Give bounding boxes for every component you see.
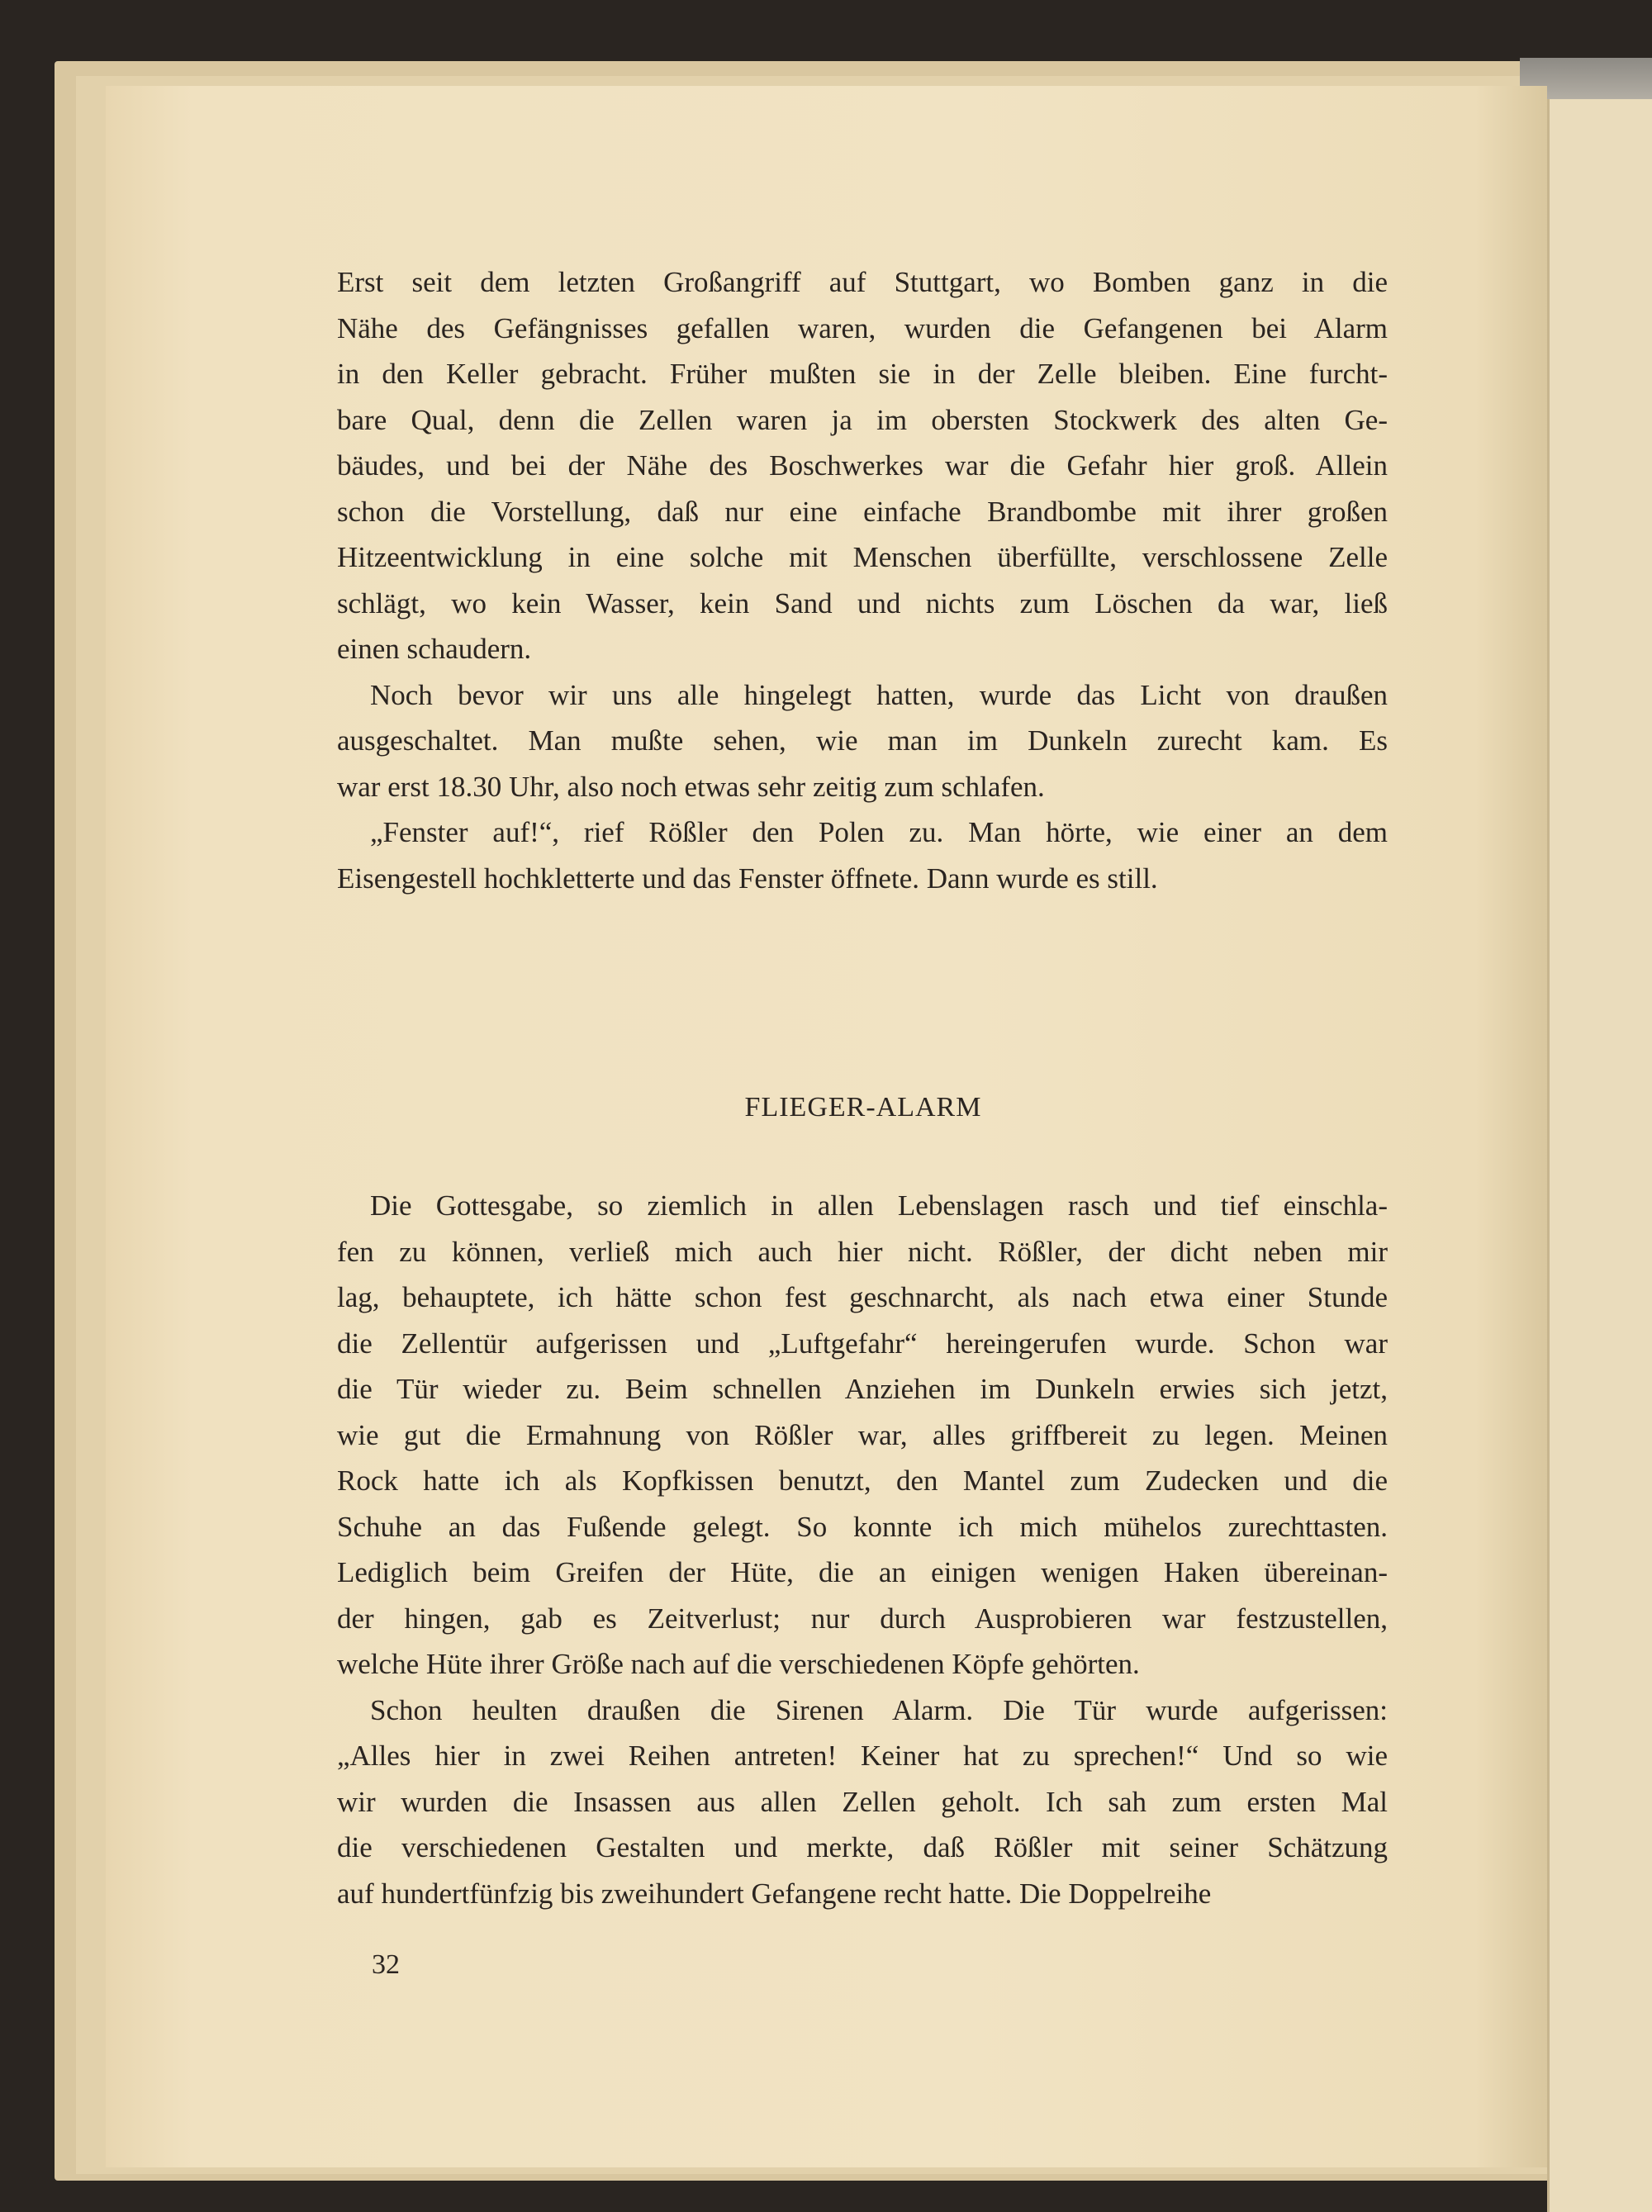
text-line: war erst 18.30 Uhr, also noch etwas sehr zeitig zum schlafen. (337, 770, 1045, 803)
text-line: die Tür wieder zu. Beim schnellen Anziehen im Dunkeln erwies sich jetzt, (337, 1373, 1388, 1405)
text-line: ausgeschaltet. Man mußte sehen, wie man im Dunkeln zurecht kam. Es (337, 724, 1388, 757)
text-line: lag, behauptete, ich hätte schon fest geschnarcht, als nach etwa einer Stunde (337, 1281, 1388, 1313)
text-line: Noch bevor wir uns alle hingelegt hatten, wurde das Licht von draußen (370, 678, 1388, 711)
text-line: schlägt, wo kein Wasser, kein Sand und nichts zum Löschen da war, ließ (337, 586, 1388, 619)
page-number: 32 (372, 1949, 400, 1980)
text-line: Rock hatte ich als Kopfkissen benutzt, den Mantel zum Zudecken und die (337, 1464, 1388, 1497)
section-heading: FLIEGER-ALARM (744, 1092, 982, 1123)
text-line: die Zellentür aufgerissen und „Luftgefahr“ hereingerufen wurde. Schon war (337, 1327, 1388, 1360)
text-line: Erst seit dem letzten Großangriff auf Stuttgart, wo Bomben ganz in die (337, 266, 1388, 298)
facing-page-edge (1547, 64, 1652, 2212)
text-line: bäudes, und bei der Nähe des Boschwerkes war die Gefahr hier groß. Allein (337, 449, 1388, 482)
text-line: schon die Vorstellung, daß nur eine einfache Brandbombe mit ihrer großen (337, 495, 1388, 528)
text-line: Hitzeentwicklung in eine solche mit Menschen überfüllte, verschlossene Zelle (337, 541, 1388, 573)
text-line: der hingen, gab es Zeitverlust; nur durch Ausprobieren war festzustellen, (337, 1602, 1388, 1635)
text-line: wie gut die Ermahnung von Rößler war, alles griffbereit zu legen. Meinen (337, 1418, 1388, 1451)
text-line: Lediglich beim Greifen der Hüte, die an einigen wenigen Haken übereinan- (337, 1556, 1388, 1588)
text-line: Nähe des Gefängnisses gefallen waren, wurden die Gefangenen bei Alarm (337, 311, 1388, 344)
text-line: bare Qual, denn die Zellen waren ja im obersten Stockwerk des alten Ge- (337, 403, 1388, 436)
text-line: in den Keller gebracht. Früher mußten sie in der Zelle bleiben. Eine furcht- (337, 358, 1388, 390)
text-line: auf hundertfünfzig bis zweihundert Gefangene recht hatte. Die Doppelreihe (337, 1877, 1212, 1910)
text-line: Schuhe an das Fußende gelegt. So konnte ich mich mühelos zurechttasten. (337, 1510, 1388, 1543)
text-line: „Alles hier in zwei Reihen antreten! Keiner hat zu sprechen!“ Und so wie (337, 1740, 1388, 1772)
text-line: fen zu können, verließ mich auch hier nicht. Rößler, der dicht neben mir (337, 1235, 1388, 1268)
text-line: Schon heulten draußen die Sirenen Alarm. Die Tür wurde aufgerissen: (370, 1693, 1388, 1726)
text-line: Eisengestell hochkletterte und das Fenster öffnete. Dann wurde es still. (337, 862, 1158, 895)
text-line: einen schaudern. (337, 633, 532, 665)
text-line: welche Hüte ihrer Größe nach auf die verschiedenen Köpfe gehörten. (337, 1648, 1140, 1680)
text-line: „Fenster auf!“, rief Rößler den Polen zu. Man hörte, wie einer an dem (370, 816, 1388, 848)
text-line: Die Gottesgabe, so ziemlich in allen Lebenslagen rasch und tief einschla- (370, 1189, 1388, 1222)
text-line: wir wurden die Insassen aus allen Zellen geholt. Ich sah zum ersten Mal (337, 1785, 1388, 1818)
text-line: die verschiedenen Gestalten und merkte, daß Rößler mit seiner Schätzung (337, 1831, 1388, 1863)
